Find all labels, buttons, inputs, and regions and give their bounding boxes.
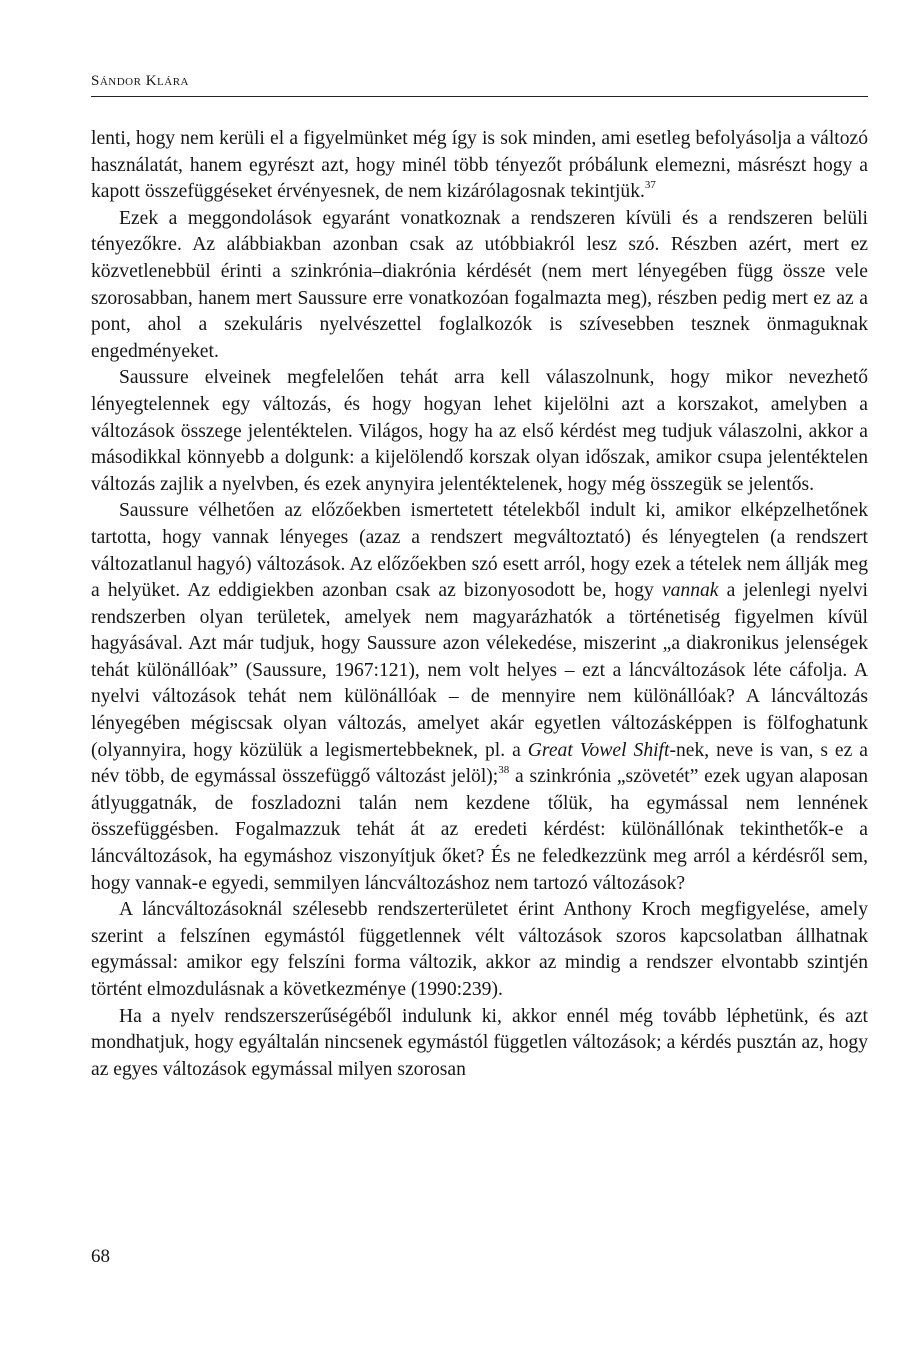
header-rule: [91, 96, 868, 97]
body-text: [91, 126, 868, 1083]
paragraph-2: Ezek a meggondolások egyaránt vonatkoznak a rendszeren kívüli és a rendszeren belüli tényezőkre. Az alábbiakban azonban csak az utóbbiakról lesz szó. Részben azért, mert ez közvetlenebbül érinti a szinkrónia–diakrónia kérdését (nem mert lényegében függ össze vele szorosabban, hanem mert Saussure erre vonatkozóan fogalmazta meg), részben pedig mert ez az a pont, ahol a szekuláris nyelvészettel foglalkozók is szívesebben tesznek önmaguknak engedményeket.: [91, 207, 868, 362]
author-name: Sándor Klára: [91, 73, 189, 89]
paragraph-4: Saussure vélhetően az előzőekben ismertetett tételekből indult ki, amikor elképzelhetőnek tartotta, hogy vannak lényeges (azaz a rendszert megváltoztató) és lényegtelen (a rendszert változatlanul hagyó) változások. Az előzőekben szó esett arról, hogy ezek a tételek nem állják meg a helyüket. Az eddigiekben azonban csak az bizonyosodott be, hogy vannak a jelenlegi nyelvi rendszerben olyan területek, amelyek nem magyarázhatók a történetiség figyelmen kívül hagyásával. Azt már tudjuk, hogy Saussure azon vélekedése, miszerint „a diakronikus jelenségek tehát különállóak” (Saussure, 1967:121), nem volt helyes – ezt a láncváltozások léte cáfolja. A nyelvi változások tehát nem különállóak – de mennyire nem különállóak? A láncváltozás lényegében mégiscsak olyan változás, amelyet akár egyetlen változásképpen is fölfoghatunk (olyannyira, hogy közülük a legismertebbeknek, pl. a Great Vowel Shift-nek, neve is van, s ez a név több, de egymással összefüggő változást jelöl);$^{38}$ a szinkrónia „szövetét” ezek ugyan alaposan átlyuggatnák, de foszladozni talán nem kezdene tőlük, ha egymással nem lennének összefüggésben. Fogalmazzuk tehát át az eredeti kérdést: különállónak tekinthetők-e a láncváltozások, ha egymáshoz viszonyítjuk őket? És ne feledkezzünk meg arról a kérdésről sem, hogy vannak-e egyedi, semmilyen láncváltozáshoz nem tartozó változások?: [91, 500, 868, 894]
paragraph-3: Saussure elveinek megfelelően tehát arra kell válaszolnunk, hogy mikor nevezhető lényegtelennek egy változás, és hogy hogyan lehet kijelölni azt a korszakot, amelyben a változások összege jelentéktelen. Világos, hogy ha az első kérdést meg tudjuk válaszolni, akkor a másodikkal könnyebb a dolgunk: a kijelölendő korszak olyan időszak, amikor csupa jelentéktelen változás zajlik a nyelvben, és ezek anynyira jelentéktelenek, hogy még összegük se jelentős.: [91, 367, 868, 495]
emphasis-great-vowel-shift: Great Vowel Shift: [527, 739, 670, 761]
paragraph-6: Ha a nyelv rendszerszerűségéből indulunk ki, akkor ennél még tovább léphetünk, és azt mondhatjuk, hogy egyáltalán nincsenek egymástól független változások; a kérdés pusztán az, hogy az egyes változások egymással milyen szorosan: [91, 1005, 868, 1080]
running-header: [91, 73, 864, 90]
page-number: 68: [91, 1246, 110, 1267]
paragraph-5: A láncváltozásoknál szélesebb rendszerterületet érint Anthony Kroch megfigyelése, amely szerint a felszínen egymástól függetlennek vélt változások szoros kapcsolatban állhatnak egymással: amikor egy felszíni forma változik, akkor az mindig a rendszer elvontabb szintjén történt elmozdulásnak a következménye (1990:239).: [91, 899, 868, 1000]
emphasis-vannak: vannak: [661, 580, 719, 602]
footnote-ref-38: 38: [498, 764, 510, 777]
footnote-ref-37: 37: [644, 179, 656, 192]
paragraph-1: lenti, hogy nem kerüli el a figyelmünket még így is sok minden, ami esetleg befolyásolja a változó használatát, hanem egyrészt azt, hogy minél több tényezőt próbálunk elemezni, másrészt hogy a kapott összefüggéseket érvényesnek, de nem kizárólagosnak tekintjük.$^{37}$: [91, 128, 868, 203]
